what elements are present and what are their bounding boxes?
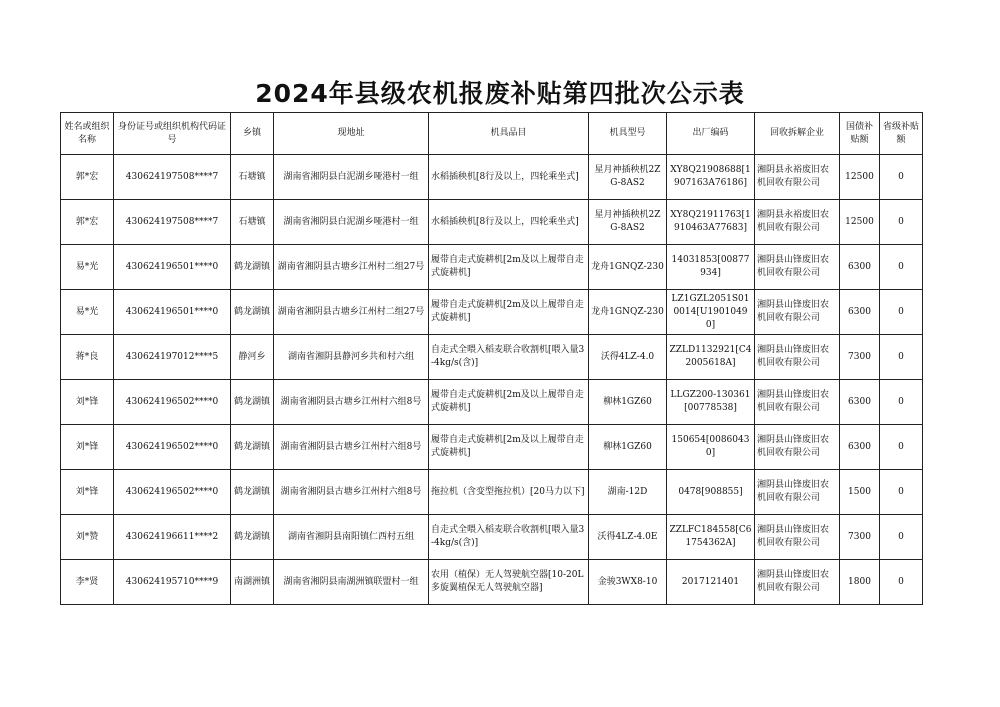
- recycling-company-cell: 湘阴县山锋废旧农机回收有限公司: [755, 380, 840, 425]
- recycling-company-cell: 湘阴县永裕废旧农机回收有限公司: [755, 200, 840, 245]
- township-cell: 静河乡: [231, 335, 274, 380]
- national-subsidy-cell: 6300: [840, 290, 880, 335]
- page-title: 2024年县级农机报废补贴第四批次公示表: [255, 79, 745, 108]
- address-cell: 湖南省湘阴县古塘乡江州村六组8号: [274, 425, 429, 470]
- provincial-subsidy-cell: 0: [880, 515, 923, 560]
- table-row: [61, 200, 923, 245]
- address-cell: 湖南省湘阴县南湖洲镇联盟村一组: [274, 560, 429, 605]
- township-cell: 石塘镇: [231, 200, 274, 245]
- provincial-subsidy-cell: 0: [880, 290, 923, 335]
- table-row: [61, 560, 923, 605]
- national-subsidy-cell: 6300: [840, 425, 880, 470]
- factory-code-cell: LZ1GZL2051S010014[U19010490]: [667, 290, 755, 335]
- id-number-cell: 430624196501****0: [114, 290, 231, 335]
- recycling-company-cell: 湘阴县山锋废旧农机回收有限公司: [755, 245, 840, 290]
- national-subsidy-cell: 1500: [840, 470, 880, 515]
- id-number-cell: 430624195710****9: [114, 560, 231, 605]
- factory-code-cell: ZZLFC184558[C61754362A]: [667, 515, 755, 560]
- header-provincial-subsidy: 省级补贴额: [880, 113, 923, 155]
- address-cell: 湖南省湘阴县古塘乡江州村六组8号: [274, 470, 429, 515]
- township-cell: 石塘镇: [231, 155, 274, 200]
- header-township: 乡镇: [231, 113, 274, 155]
- name-cell: 刘*锋: [61, 470, 114, 515]
- machine-category-cell: 水稻插秧机[8行及以上，四轮乘坐式]: [429, 200, 589, 245]
- township-cell: 南湖洲镇: [231, 560, 274, 605]
- provincial-subsidy-cell: 0: [880, 200, 923, 245]
- national-subsidy-cell: 7300: [840, 515, 880, 560]
- name-cell: 蒋*良: [61, 335, 114, 380]
- machine-model-cell: 金骏3WX8-10: [589, 560, 667, 605]
- table-header-row: [61, 113, 923, 155]
- recycling-company-cell: 湘阴县山锋废旧农机回收有限公司: [755, 515, 840, 560]
- national-subsidy-cell: 7300: [840, 335, 880, 380]
- address-cell: 湖南省湘阴县静河乡共和村六组: [274, 335, 429, 380]
- address-cell: 湖南省湘阴县古塘乡江州村二组27号: [274, 290, 429, 335]
- name-cell: 李*贤: [61, 560, 114, 605]
- address-cell: 湖南省湘阴县白泥湖乡哑港村一组: [274, 155, 429, 200]
- id-number-cell: 430624196502****0: [114, 470, 231, 515]
- recycling-company-cell: 湘阴县永裕废旧农机回收有限公司: [755, 155, 840, 200]
- recycling-company-cell: 湘阴县山锋废旧农机回收有限公司: [755, 425, 840, 470]
- header-address: 现地址: [274, 113, 429, 155]
- header-factory-code: 出厂编码: [667, 113, 755, 155]
- factory-code-cell: 14031853[00877934]: [667, 245, 755, 290]
- name-cell: 郭*宏: [61, 200, 114, 245]
- header-machine-category: 机具品目: [429, 113, 589, 155]
- machine-model-cell: 柳林1GZ60: [589, 425, 667, 470]
- id-number-cell: 430624196611****2: [114, 515, 231, 560]
- name-cell: 刘*赞: [61, 515, 114, 560]
- machine-model-cell: 湖南-12D: [589, 470, 667, 515]
- address-cell: 湖南省湘阴县白泥湖乡哑港村一组: [274, 200, 429, 245]
- recycling-company-cell: 湘阴县山锋废旧农机回收有限公司: [755, 335, 840, 380]
- machine-model-cell: 星月神插秧机2ZG-8AS2: [589, 200, 667, 245]
- table-row: [61, 425, 923, 470]
- machine-model-cell: 星月神插秧机2ZG-8AS2: [589, 155, 667, 200]
- factory-code-cell: LLGZ200-130361[00778538]: [667, 380, 755, 425]
- machine-category-cell: 农用（植保）无人驾驶航空器[10-20L多旋翼植保无人驾驶航空器]: [429, 560, 589, 605]
- provincial-subsidy-cell: 0: [880, 425, 923, 470]
- factory-code-cell: 2017121401: [667, 560, 755, 605]
- header-name: 姓名或组织名称: [61, 113, 114, 155]
- recycling-company-cell: 湘阴县山锋废旧农机回收有限公司: [755, 290, 840, 335]
- machine-category-cell: 拖拉机（含变型拖拉机）[20马力以下]: [429, 470, 589, 515]
- header-recycling-company: 回收拆解企业: [755, 113, 840, 155]
- subsidy-table: [60, 112, 923, 605]
- provincial-subsidy-cell: 0: [880, 470, 923, 515]
- township-cell: 鹤龙湖镇: [231, 245, 274, 290]
- table-row: [61, 470, 923, 515]
- national-subsidy-cell: 1800: [840, 560, 880, 605]
- name-cell: 刘*锋: [61, 380, 114, 425]
- name-cell: 易*光: [61, 245, 114, 290]
- township-cell: 鹤龙湖镇: [231, 515, 274, 560]
- factory-code-cell: 150654[00860430]: [667, 425, 755, 470]
- name-cell: 刘*锋: [61, 425, 114, 470]
- national-subsidy-cell: 12500: [840, 200, 880, 245]
- factory-code-cell: XY8Q21908688[1907163A76186]: [667, 155, 755, 200]
- national-subsidy-cell: 6300: [840, 245, 880, 290]
- factory-code-cell: XY8Q21911763[1910463A77683]: [667, 200, 755, 245]
- id-number-cell: 430624196502****0: [114, 425, 231, 470]
- machine-model-cell: 沃得4LZ-4.0E: [589, 515, 667, 560]
- machine-model-cell: 柳林1GZ60: [589, 380, 667, 425]
- header-id-number: 身份证号或组织机构代码证号: [114, 113, 231, 155]
- id-number-cell: 430624196502****0: [114, 380, 231, 425]
- table-row: [61, 335, 923, 380]
- machine-model-cell: 龙舟1GNQZ-230: [589, 290, 667, 335]
- name-cell: 郭*宏: [61, 155, 114, 200]
- machine-model-cell: 沃得4LZ-4.0: [589, 335, 667, 380]
- table-row: [61, 155, 923, 200]
- recycling-company-cell: 湘阴县山锋废旧农机回收有限公司: [755, 560, 840, 605]
- provincial-subsidy-cell: 0: [880, 335, 923, 380]
- provincial-subsidy-cell: 0: [880, 380, 923, 425]
- header-national-subsidy: 国债补贴额: [840, 113, 880, 155]
- machine-model-cell: 龙舟1GNQZ-230: [589, 245, 667, 290]
- name-cell: 易*光: [61, 290, 114, 335]
- provincial-subsidy-cell: 0: [880, 245, 923, 290]
- national-subsidy-cell: 6300: [840, 380, 880, 425]
- address-cell: 湖南省湘阴县古塘乡江州村二组27号: [274, 245, 429, 290]
- machine-category-cell: 自走式全喂入稻麦联合收割机[喂入量3-4kg/s(含)]: [429, 335, 589, 380]
- machine-category-cell: 履带自走式旋耕机[2m及以上履带自走式旋耕机]: [429, 380, 589, 425]
- table-row: [61, 245, 923, 290]
- id-number-cell: 430624197012****5: [114, 335, 231, 380]
- recycling-company-cell: 湘阴县山锋废旧农机回收有限公司: [755, 470, 840, 515]
- id-number-cell: 430624196501****0: [114, 245, 231, 290]
- header-machine-model: 机具型号: [589, 113, 667, 155]
- factory-code-cell: ZZLD1132921[C42005618A]: [667, 335, 755, 380]
- table-row: [61, 290, 923, 335]
- township-cell: 鹤龙湖镇: [231, 470, 274, 515]
- machine-category-cell: 自走式全喂入稻麦联合收割机[喂入量3-4kg/s(含)]: [429, 515, 589, 560]
- provincial-subsidy-cell: 0: [880, 155, 923, 200]
- township-cell: 鹤龙湖镇: [231, 425, 274, 470]
- machine-category-cell: 履带自走式旋耕机[2m及以上履带自走式旋耕机]: [429, 290, 589, 335]
- provincial-subsidy-cell: 0: [880, 560, 923, 605]
- machine-category-cell: 履带自走式旋耕机[2m及以上履带自走式旋耕机]: [429, 425, 589, 470]
- table-row: [61, 515, 923, 560]
- township-cell: 鹤龙湖镇: [231, 380, 274, 425]
- table-row: [61, 380, 923, 425]
- national-subsidy-cell: 12500: [840, 155, 880, 200]
- address-cell: 湖南省湘阴县古塘乡江州村六组8号: [274, 380, 429, 425]
- machine-category-cell: 履带自走式旋耕机[2m及以上履带自走式旋耕机]: [429, 245, 589, 290]
- address-cell: 湖南省湘阴县南阳镇仁西村五组: [274, 515, 429, 560]
- id-number-cell: 430624197508****7: [114, 200, 231, 245]
- factory-code-cell: 0478[908855]: [667, 470, 755, 515]
- machine-category-cell: 水稻插秧机[8行及以上，四轮乘坐式]: [429, 155, 589, 200]
- id-number-cell: 430624197508****7: [114, 155, 231, 200]
- township-cell: 鹤龙湖镇: [231, 290, 274, 335]
